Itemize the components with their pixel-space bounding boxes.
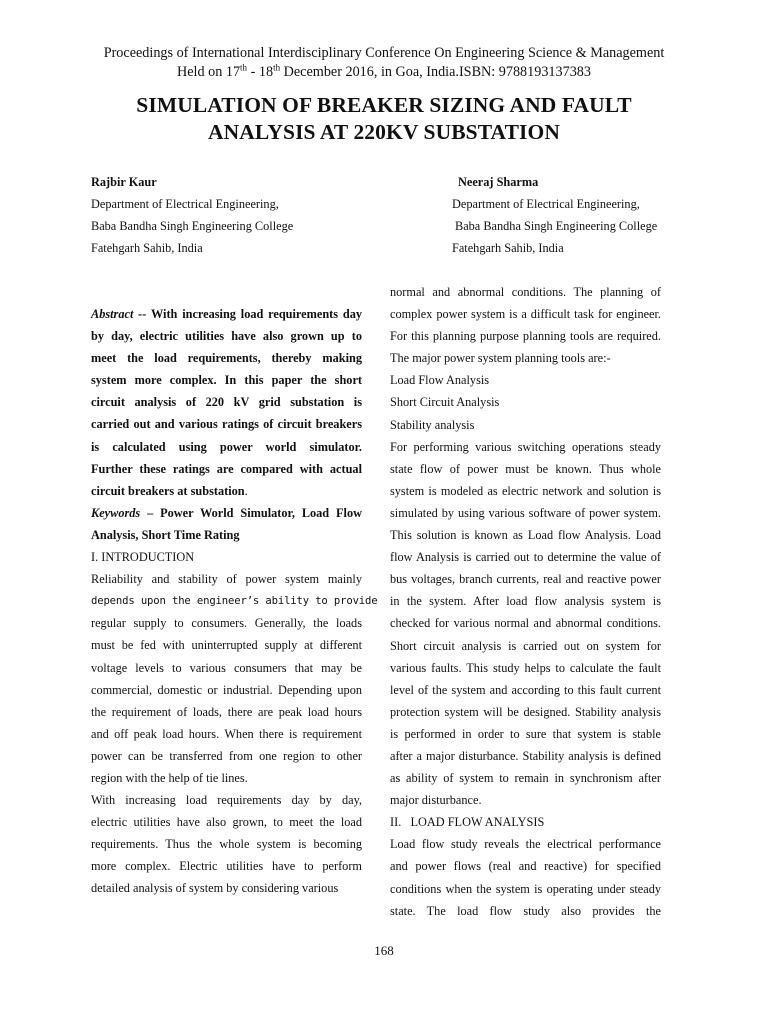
keywords-label: Keywords [91, 505, 141, 520]
body-line: protection system will be designed. Stability analysis [390, 704, 661, 719]
body-line: regular supply to consumers. Generally, the loads [91, 616, 362, 631]
body-line: as ability of system to remain in synchronism after [390, 771, 661, 786]
proceedings-header [40, 44, 728, 82]
body-line: must be fed with uninterrupted supply at different [91, 638, 362, 653]
body-line: various faults. This study helps to calculate the fault [390, 660, 661, 675]
author-block-1 [91, 171, 293, 259]
body-line: normal and abnormal conditions. The planning of [390, 285, 661, 299]
body-line: depends upon the engineer’s ability to provide [91, 595, 378, 608]
body-line: system is modeled as electric network and solution is [390, 483, 661, 498]
list-item: Stability analysis [390, 417, 475, 432]
body-line: state flow of power must be known. Thus whole [390, 461, 661, 476]
body-line: detailed analysis of system by considering various [91, 881, 339, 896]
body-line: For this planning purpose planning tools are required. [390, 329, 661, 344]
abstract-line: system more complex. In this paper the short [91, 373, 362, 388]
author-name: Rajbir Kaur [91, 175, 157, 189]
right-column [390, 281, 661, 922]
list-item: Load Flow Analysis [390, 373, 490, 388]
author-college: Baba Bandha Singh Engineering College [91, 219, 294, 233]
body-line: Load flow study reveals the electrical performance [390, 837, 661, 852]
author-department: Department of Electrical Engineering, [452, 197, 640, 211]
body-line: the requirement of loads, there are peak load hours [91, 704, 362, 719]
body-line: This solution is known as Load flow Analysis. Load [390, 528, 661, 543]
body-line: commercial, domestic or industrial. Depending upon [91, 682, 362, 697]
body-line: major disturbance. [390, 793, 482, 808]
author-location: Fatehgarh Sahib, India [91, 241, 203, 255]
body-line: power can be transferred from one region to other [91, 748, 362, 763]
body-line: bus voltages, branch currents, real and reactive power [390, 572, 661, 587]
proceedings-line-2: Held on 17th - 18th December 2016, in Goa, India.ISBN: 9788193137383 [176, 62, 591, 80]
section-heading-load-flow: II. LOAD FLOW ANALYSIS [390, 815, 545, 830]
body-line: checked for various normal and abnormal conditions. [390, 616, 661, 631]
body-line: electric utilities have also grown, to meet the load [91, 815, 362, 830]
body-line: more complex. Electric utilities have to perform [91, 859, 362, 874]
title-line-1: SIMULATION OF BREAKER SIZING AND FAULT [136, 93, 632, 117]
body-line: voltage levels to various consumers that may be [91, 660, 362, 675]
body-line: level of the system and according to this fault current [390, 682, 661, 697]
body-line: is performed in order to sure that system is stable [390, 726, 661, 741]
abstract-line: circuit breakers at substation. [91, 483, 248, 498]
body-line: Reliability and stability of power system mainly [91, 572, 362, 587]
body-line: flow Analysis is carried out to determine the value of [390, 550, 661, 565]
author-location: Fatehgarh Sahib, India [452, 241, 564, 255]
body-line: state. The load flow study also provides the [390, 903, 661, 918]
keywords-line: Analysis, Short Time Rating [91, 527, 240, 542]
body-line: requirements. Thus the whole system is becoming [91, 837, 362, 852]
body-line: conditions when the system is operating under steady [390, 881, 661, 896]
abstract-line: meet the load requirements, thereby making [91, 351, 362, 366]
left-column [91, 303, 378, 900]
paper-title [40, 92, 728, 146]
abstract-label: Abstract -- [91, 307, 147, 321]
body-line: complex power system is a difficult task for engineer. [390, 307, 661, 322]
keywords-line: Keywords – Power World Simulator, Load Flow [91, 505, 362, 520]
author-department: Department of Electrical Engineering, [91, 197, 279, 211]
author-college: Baba Bandha Singh Engineering College [455, 219, 658, 233]
abstract-line: Abstract -- With increasing load requirements day [91, 307, 362, 321]
page-number: 168 [374, 943, 394, 958]
list-item: Short Circuit Analysis [390, 395, 500, 410]
abstract-line: carried out and various ratings of circuit breakers [91, 417, 362, 432]
body-line: simulated by using various software of power system. [390, 505, 661, 520]
body-line: region with the help of tie lines. [91, 770, 248, 785]
proceedings-line-1: Proceedings of International Interdisciplinary Conference On Engineering Science & Management [103, 45, 665, 61]
body-line: in the system. After load flow analysis system is [390, 594, 661, 609]
body-line: The major power system planning tools are:- [390, 351, 611, 366]
body-line: Short circuit analysis is carried out on system for [390, 638, 661, 653]
author-name: Neeraj Sharma [458, 175, 539, 189]
section-heading-introduction: I. INTRODUCTION [91, 550, 195, 565]
body-line: after a major disturbance. Stability analysis is defined [390, 748, 661, 763]
body-line: For performing various switching operations steady [390, 439, 661, 454]
body-line: and off peak load hours. When there is requirement [91, 726, 362, 741]
author-block-2 [452, 171, 657, 259]
body-line: and power flows (real and reactive) for specified [390, 859, 661, 874]
body-line: With increasing load requirements day by day, [91, 793, 362, 808]
abstract-line: is calculated using power world simulator. [91, 439, 362, 454]
abstract-line: by day, electric utilities have also grown up to [91, 329, 362, 344]
abstract-line: circuit analysis of 220 kV grid substation is [91, 395, 362, 410]
abstract-line: Further these ratings are compared with actual [91, 461, 362, 476]
title-line-2: ANALYSIS AT 220KV SUBSTATION [208, 120, 560, 144]
